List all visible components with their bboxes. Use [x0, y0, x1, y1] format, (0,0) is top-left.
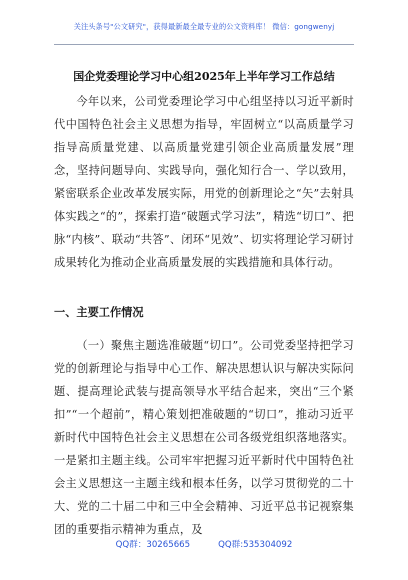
- section-paragraph: （一）聚焦主题选准破题“切口”。公司党委坚持把学习党的创新理论与指导中心工作、解决思想认识与解决实际问题、提高理论武装与提高领导水平结合起来，突出“三个紧扣”“一个超前”，精心策划把准破题的“切口”，推动习近平新时代中国特色社会主义思想在公司各级党组织落地落实。一是紧扣主题主线。公司牢牢把握习近平新时代中国特色社会主义思想这一主题主线和根本任务，以学习贯彻党的二十大、党的二十届二中和三中全会精神、习近平总书记视察集团的重要指示精神为重点，及: [54, 339, 354, 536]
- footer-qq-group-2: QQ群:535304092: [218, 540, 293, 550]
- header-divider: [54, 44, 354, 45]
- section-heading: 一、主要工作情况: [54, 306, 144, 319]
- footer-qq-group-1: QQ群：30265665: [115, 540, 191, 550]
- footer: [0, 538, 408, 550]
- intro-paragraph: 今年以来，公司党委理论学习中心组坚持以习近平新时代中国特色社会主义思想为指导，牢固树立“以高质量学习指导高质量党建、以高质量党建引领企业高质量发展”理念，坚持问题导向、实践导向，强化知行合一、学以致用，紧密联系企业改革发展实际，用党的创新理论之“矢”去射具体实践之“的”，探索打造“破题式学习法”，精选“切口”、把脉“内核”、联动“共答”、闭环“见效”、切实将理论学习研讨成果转化为推动企业高质量发展的实践措施和具体行动。: [54, 95, 354, 269]
- document-title: 国企党委理论学习中心组2025年上半年学习工作总结: [73, 70, 335, 83]
- header-note: 关注头条号"公文研究"，获得最新最全最专业的公文资料库！ 微信：gongwenyj: [73, 22, 335, 31]
